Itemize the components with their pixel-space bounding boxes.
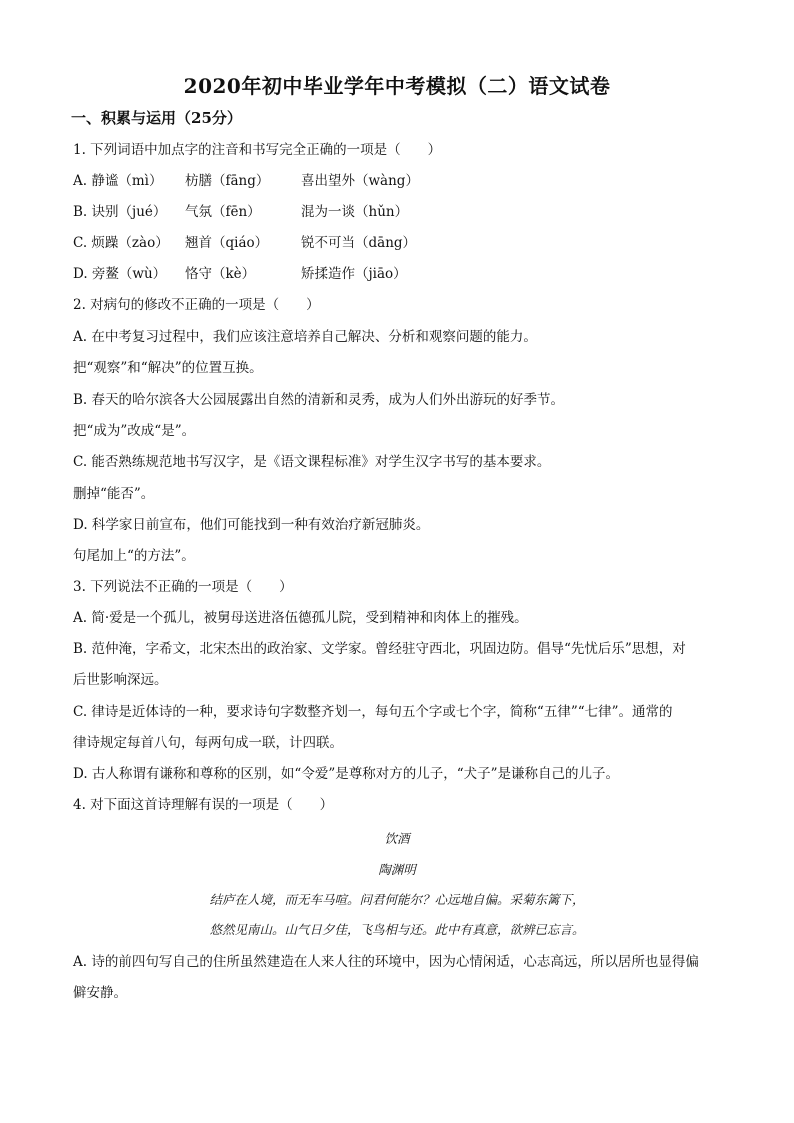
q2-option-c: C. 能否熟练规范地书写汉字，是《语文课程标准》对学生汉字书写的基本要求。 xyxy=(73,454,551,470)
q2-fix-b: 把“成为”改成“是”。 xyxy=(73,423,196,439)
q1-d-word2: 恪守（kè） xyxy=(185,266,256,282)
q1-d-word1: D. 旁鳌（wù） xyxy=(73,266,167,282)
q3-option-a: A. 简·爱是一个孤儿，被舅母送进洛伍德孤儿院，受到精神和肉体上的摧残。 xyxy=(73,610,528,626)
q3-option-d: D. 古人称谓有谦称和尊称的区别，如“令爱”是尊称对方的儿子，“犬子”是谦称自己的儿子。 xyxy=(73,766,620,782)
page-title: 2020年初中毕业学年中考模拟（二）语文试卷 xyxy=(183,74,611,98)
q1-option-b xyxy=(73,202,723,222)
q1-option-c xyxy=(73,233,723,253)
poem-author: 陶渊明 xyxy=(378,862,416,877)
poem-title: 饮酒 xyxy=(384,831,410,846)
q3-option-b-line2: 后世影响深远。 xyxy=(73,672,168,688)
q1-stem: 1. 下列词语中加点字的注音和书写完全正确的一项是（ ） xyxy=(73,142,442,158)
q2-fix-c: 删掉“能否”。 xyxy=(73,486,155,502)
q3-option-c-line2: 律诗规定每首八句，每两句成一联，计四联。 xyxy=(73,735,343,751)
q1-d-word3: 矫揉造作（jiāo） xyxy=(301,266,407,282)
q4-stem: 4. 对下面这首诗理解有误的一项是（ ） xyxy=(73,797,334,813)
q1-b-word2: 气氛（fēn） xyxy=(185,204,261,220)
q2-fix-a: 把“观察”和“解决”的位置互换。 xyxy=(73,360,263,376)
q2-option-a: A. 在中考复习过程中，我们应该注意培养自己解决、分析和观察问题的能力。 xyxy=(73,329,537,345)
q4-option-a-line2: 僻安静。 xyxy=(73,985,127,1001)
q1-b-word3: 混为一谈（hǔn） xyxy=(301,204,409,220)
q3-option-b-line1: B. 范仲淹，字希文，北宋杰出的政治家、文学家。曾经驻守西北，巩固边防。倡导“先忧后乐”思想，对 xyxy=(73,641,686,657)
q1-c-word1: C. 烦躁（zào） xyxy=(73,235,169,251)
q4-option-a-line1: A. 诗的前四句写自己的住所虽然建造在人来人往的环境中，因为心情闲适，心志高远，所以居所也显得偏 xyxy=(73,954,699,970)
q1-c-word3: 锐不可当（dāng） xyxy=(301,235,417,251)
q1-b-word1: B. 诀别（jué） xyxy=(73,204,167,220)
q2-fix-d: 句尾加上“的方法”。 xyxy=(73,548,195,564)
q2-option-b: B. 春天的哈尔滨各大公园展露出自然的清新和灵秀，成为人们外出游玩的好季节。 xyxy=(73,392,565,408)
q1-a-word1: A. 静谧（mì） xyxy=(73,173,163,189)
q1-option-a xyxy=(73,171,723,191)
section-heading: 一、积累与运用（25分） xyxy=(71,109,242,127)
q3-stem: 3. 下列说法不正确的一项是（ ） xyxy=(73,579,293,595)
q1-a-word2: 枋膳（fāng） xyxy=(185,173,270,189)
q1-a-word3: 喜出望外（wàng） xyxy=(301,173,419,189)
poem-line-2: 悠然见南山。山气日夕佳，飞鸟相与还。此中有真意，欲辨已忘言。 xyxy=(209,922,585,937)
q3-option-c-line1: C. 律诗是近体诗的一种，要求诗句字数整齐划一，每句五个字或七个字，简称“五律”“七律”。通常的 xyxy=(73,704,673,720)
q2-option-d: D. 科学家日前宣布，他们可能找到一种有效治疗新冠肺炎。 xyxy=(73,517,430,533)
poem-line-1: 结庐在人境，而无车马喧。问君何能尔？心远地自偏。采菊东篱下， xyxy=(209,892,585,907)
q2-stem: 2. 对病句的修改不正确的一项是（ ） xyxy=(73,297,320,313)
q1-option-d xyxy=(73,264,723,284)
q1-c-word2: 翘首（qiáo） xyxy=(185,235,269,251)
